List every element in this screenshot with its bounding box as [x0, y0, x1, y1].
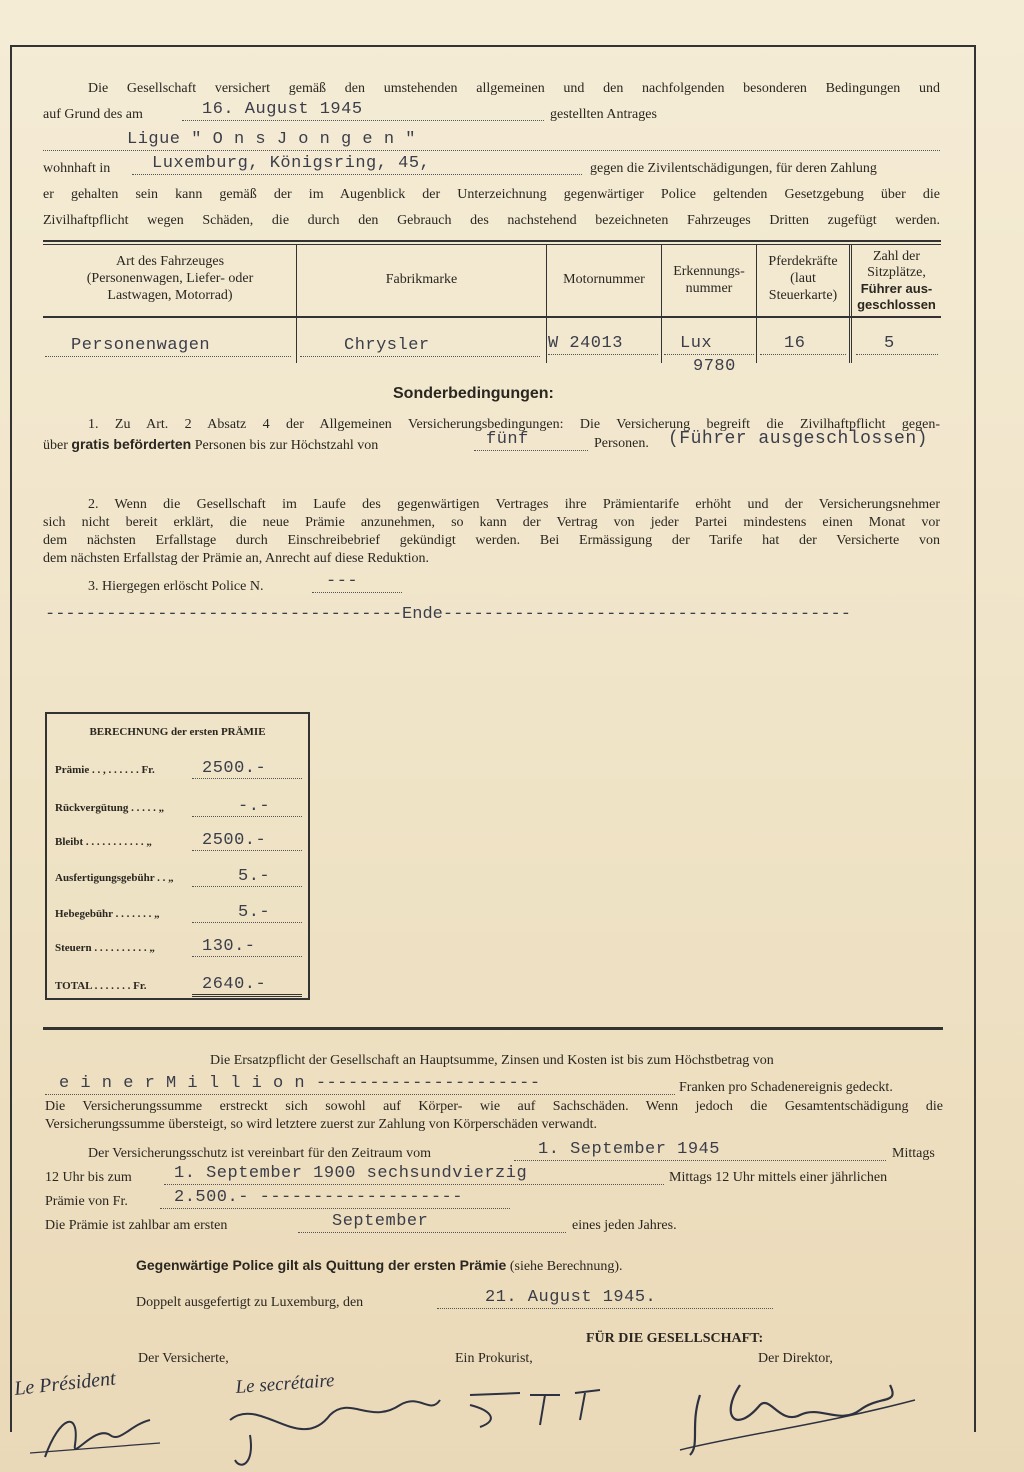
calc-row-label: Steuern . . . . . . . . . . „: [55, 942, 155, 954]
coverage-line-1: Die Ersatzpflicht der Gesellschaft an Hauptsumme, Zinsen und Kosten ist bis zum Höchstbetrag von: [210, 1053, 774, 1068]
p1-count-field: [474, 428, 588, 451]
direktor-signature: [690, 1385, 893, 1455]
zahlbar-month: September: [332, 1212, 429, 1231]
praemie-label: Prämie von Fr.: [45, 1194, 128, 1209]
insured-name: Ligue " O n s J o n g e n ": [127, 130, 416, 149]
sonder-title: Sonderbedingungen:: [393, 385, 554, 402]
cell-motor: [548, 334, 658, 355]
table-top-rule-2: [43, 244, 941, 245]
sonder-p1-line-1: 1. Zu Art. 2 Absatz 4 der Allgemeinen Versicherungsbedingungen: Die Versicherung begreift die Zivilhaftpflicht gegen-: [88, 417, 940, 432]
header-art-line: Lastwagen, Motorrad): [107, 288, 233, 303]
calc-row-value-field: [192, 864, 302, 887]
calc-row-label: Hebegebühr . . . . . . . „: [55, 908, 160, 920]
antrag-date: 16. August 1945: [202, 100, 363, 119]
cell-art-value: Personenwagen: [71, 336, 211, 355]
address-field: [132, 152, 582, 175]
direktor-underline: [680, 1400, 915, 1450]
zahlbar-label: Die Prämie ist zahlbar am ersten: [45, 1218, 228, 1233]
label-gegen: gegen die Zivilentschädigungen, für deren Zahlung: [590, 161, 877, 176]
header-pferd-line: Steuerkarte): [768, 288, 838, 303]
header-zahl-line: geschlossen: [857, 297, 936, 312]
twelve-bis: 12 Uhr bis zum: [45, 1170, 132, 1185]
p1-rest: Personen bis zur Höchstzahl von: [194, 438, 379, 453]
header-motornummer: Motornummer: [563, 272, 645, 287]
cell-marke-value: Chrysler: [344, 336, 430, 355]
amount-field: [45, 1072, 675, 1095]
label-versicherte: Der Versicherte,: [138, 1351, 229, 1366]
mittags-rest: Mittags 12 Uhr mittels einer jährlichen: [669, 1170, 888, 1185]
period-label: Der Versicherungsschutz ist vereinbart für den Zeitraum vom: [88, 1146, 432, 1161]
calc-row-value-field: [192, 900, 302, 923]
coverage-franken: Franken pro Schadenereignis gedeckt.: [679, 1080, 893, 1095]
sign-secretaire-text: Le secrétaire: [234, 1370, 336, 1398]
sign-president-text: Le Président: [13, 1367, 117, 1400]
calc-row-value: 5.-: [238, 903, 271, 922]
header-sitzplaetze: [852, 249, 941, 313]
cell-erkennung-value: Lux: [680, 334, 713, 353]
period-from: 1. September 1945: [538, 1140, 720, 1159]
p3-label: 3. Hiergegen erlöscht Police N.: [88, 579, 264, 594]
p1-personen: Personen.: [594, 436, 649, 451]
quittung-line: [136, 1256, 623, 1276]
col-divider: [849, 245, 850, 363]
calc-row-value-field: [192, 934, 302, 957]
quittung: Gegenwärtige Police gilt als Quittung der ersten Prämie: [136, 1257, 507, 1273]
calc-row-label: Prämie . . , . . . . . . Fr.: [55, 764, 155, 776]
calc-row-value-field: [192, 794, 302, 817]
header-art-line: Art des Fahrzeuges: [115, 254, 225, 269]
header-fabrikmarke: Fabrikmarke: [385, 272, 458, 287]
calculation-box: [45, 712, 310, 1000]
header-zahl-line: Zahl der: [872, 249, 921, 264]
ende-line: -----------------------------------Ende----------------------------------------: [45, 605, 851, 624]
calc-row-value: 2500.-: [202, 759, 267, 778]
calc-row-value: 130.-: [202, 937, 256, 956]
cell-erkennung-number: 9780: [693, 357, 736, 376]
calc-row-label: Rückvergütung . . . . . „: [55, 802, 165, 814]
label-direktor: Der Direktor,: [758, 1351, 833, 1366]
sonder-p2-line-2: sich nicht bereit erklärt, die neue Prämie anzunehmen, so kann der Vertrag von jeder Partei mindestens einen Monat vor: [43, 515, 940, 530]
sonder-p2-line-4: dem nächsten Erfallstag der Prämie an, Anrecht auf diese Reduktion.: [43, 551, 430, 566]
secretaire-signature-tail: [235, 1435, 251, 1465]
period-to: 1. September 1900 sechsundvierzig: [174, 1164, 528, 1183]
header-zahl-line: Führer aus-: [860, 281, 933, 296]
intro-line-5: Zivilhaftpflicht wegen Schäden, die durch den Gebrauch des nachstehend bezeichneten Fahrzeuges Dritten zugefügt werden.: [43, 213, 940, 228]
fuer-gesellschaft: FÜR DIE GESELLSCHAFT:: [586, 1331, 764, 1346]
table-top-rule: [43, 240, 941, 242]
p3-value: ---: [326, 572, 359, 591]
address: Luxemburg, Königsring, 45,: [152, 154, 431, 173]
header-pferd-line: Pferdekräfte: [768, 254, 838, 269]
calc-row-value-field: [192, 972, 302, 997]
intro-line-4: er gehalten sein kann gemäß der im Augenblick der Unterzeichnung gegenwärtiger Police geltenden Gesetzgebung über die: [43, 187, 940, 202]
calc-row-value-field: [192, 756, 302, 779]
coverage-line-4: Versicherungssumme übersteigt, so wird letztere zuerst zur Zahlung von Körperschäden verwandt.: [45, 1117, 598, 1132]
intro-line-1: Die Gesellschaft versichert gemäß den umstehenden allgemeinen und den nachfolgenden besonderen Bedingungen und: [88, 81, 940, 96]
praemie-value: 2.500.- -------------------: [174, 1188, 463, 1207]
president-signature: [45, 1420, 150, 1457]
zahlbar-field: [298, 1210, 566, 1233]
sonder-p2-line-3: dem nächsten Erfallstage durch Einschreibebrief gekündigt werden. Bei Ermässigung der Tarife hat der Versicherte von: [43, 533, 940, 548]
p1-gratis: gratis beförderten: [71, 436, 192, 452]
label-prokurist: Ein Prokurist,: [455, 1351, 533, 1366]
col-divider: [546, 245, 547, 363]
prokurist-signature: [470, 1390, 600, 1427]
header-pferdekraefte: [757, 253, 849, 304]
p3-field: [312, 572, 402, 593]
header-art-line: (Personenwagen, Liefer- oder: [86, 271, 254, 286]
p1-count: fünf: [486, 430, 529, 449]
coverage-rule: [43, 1027, 943, 1030]
doppelt-date: 21. August 1945.: [485, 1288, 657, 1307]
sonder-p1-line-2: [43, 435, 378, 455]
quittung-note: (siehe Berechnung).: [509, 1259, 623, 1274]
antrag-date-field: [182, 98, 544, 121]
label-auf-grund: auf Grund des am: [43, 107, 143, 122]
cell-pferd: [760, 334, 846, 355]
header-zahl-line: Sitzplätze,: [867, 265, 926, 280]
coverage-line-3: Die Versicherungssumme erstreckt sich sowohl auf Körper- wie auf Sachschäden. Wenn jedoch die Gesamtentschädigung die: [45, 1099, 943, 1114]
doppelt-label: Doppelt ausgefertigt zu Luxemburg, den: [136, 1295, 364, 1310]
signatures-svg: [0, 1365, 1024, 1472]
label-antrages: gestellten Antrages: [550, 107, 657, 122]
cell-art: [45, 336, 291, 357]
cell-pferd-value: 16: [784, 334, 806, 353]
calc-row-value: -.-: [238, 797, 271, 816]
calc-row-label: Ausfertigungsgebühr . . „: [55, 872, 174, 884]
calc-row-value-field: [192, 828, 302, 851]
header-art: [45, 253, 295, 304]
header-erkennung-line: nummer: [685, 281, 733, 296]
header-erkennung: [662, 263, 756, 297]
period-from-field: [514, 1138, 886, 1161]
calc-row-value: 2640.-: [202, 975, 267, 994]
calc-title: BERECHNUNG der ersten PRÄMIE: [89, 726, 266, 738]
p1-uber: über: [43, 438, 68, 453]
cell-sitze: [856, 334, 938, 355]
period-to-field: [164, 1162, 664, 1185]
header-erkennung-line: Erkennungs-: [673, 264, 745, 279]
coverage-amount: e i n e r M i l l i o n ---------------------: [59, 1074, 541, 1093]
cell-sitze-value: 5: [884, 334, 895, 353]
col-divider: [296, 245, 297, 363]
calc-row-value: 2500.-: [202, 831, 267, 850]
p1-note: (Führer ausgeschlossen): [668, 429, 928, 449]
secretaire-signature: [230, 1400, 440, 1429]
insured-name-field: [43, 128, 940, 151]
zahlbar-rest: eines jeden Jahres.: [572, 1218, 677, 1233]
cell-marke: [300, 336, 540, 357]
calc-row-label: Bleibt . . . . . . . . . . . „: [55, 836, 152, 848]
cell-motor-value: W 24013: [548, 334, 623, 353]
cell-erkennung: [664, 334, 754, 355]
label-wohnhaft: wohnhaft in: [43, 161, 111, 176]
mittags: Mittags: [892, 1146, 935, 1161]
header-pferd-line: (laut: [790, 271, 816, 286]
sonder-p2-line-1: 2. Wenn die Gesellschaft im Laufe des gegenwärtigen Vertrages ihre Prämientarife erhöht und der Versicherungsnehmer: [88, 497, 940, 512]
praemie-field: [160, 1186, 510, 1209]
calc-row-value: 5.-: [238, 867, 271, 886]
doppelt-field: [437, 1286, 773, 1309]
calc-row-label: TOTAL . . . . . . . Fr.: [55, 980, 147, 992]
table-header-rule: [43, 316, 941, 318]
